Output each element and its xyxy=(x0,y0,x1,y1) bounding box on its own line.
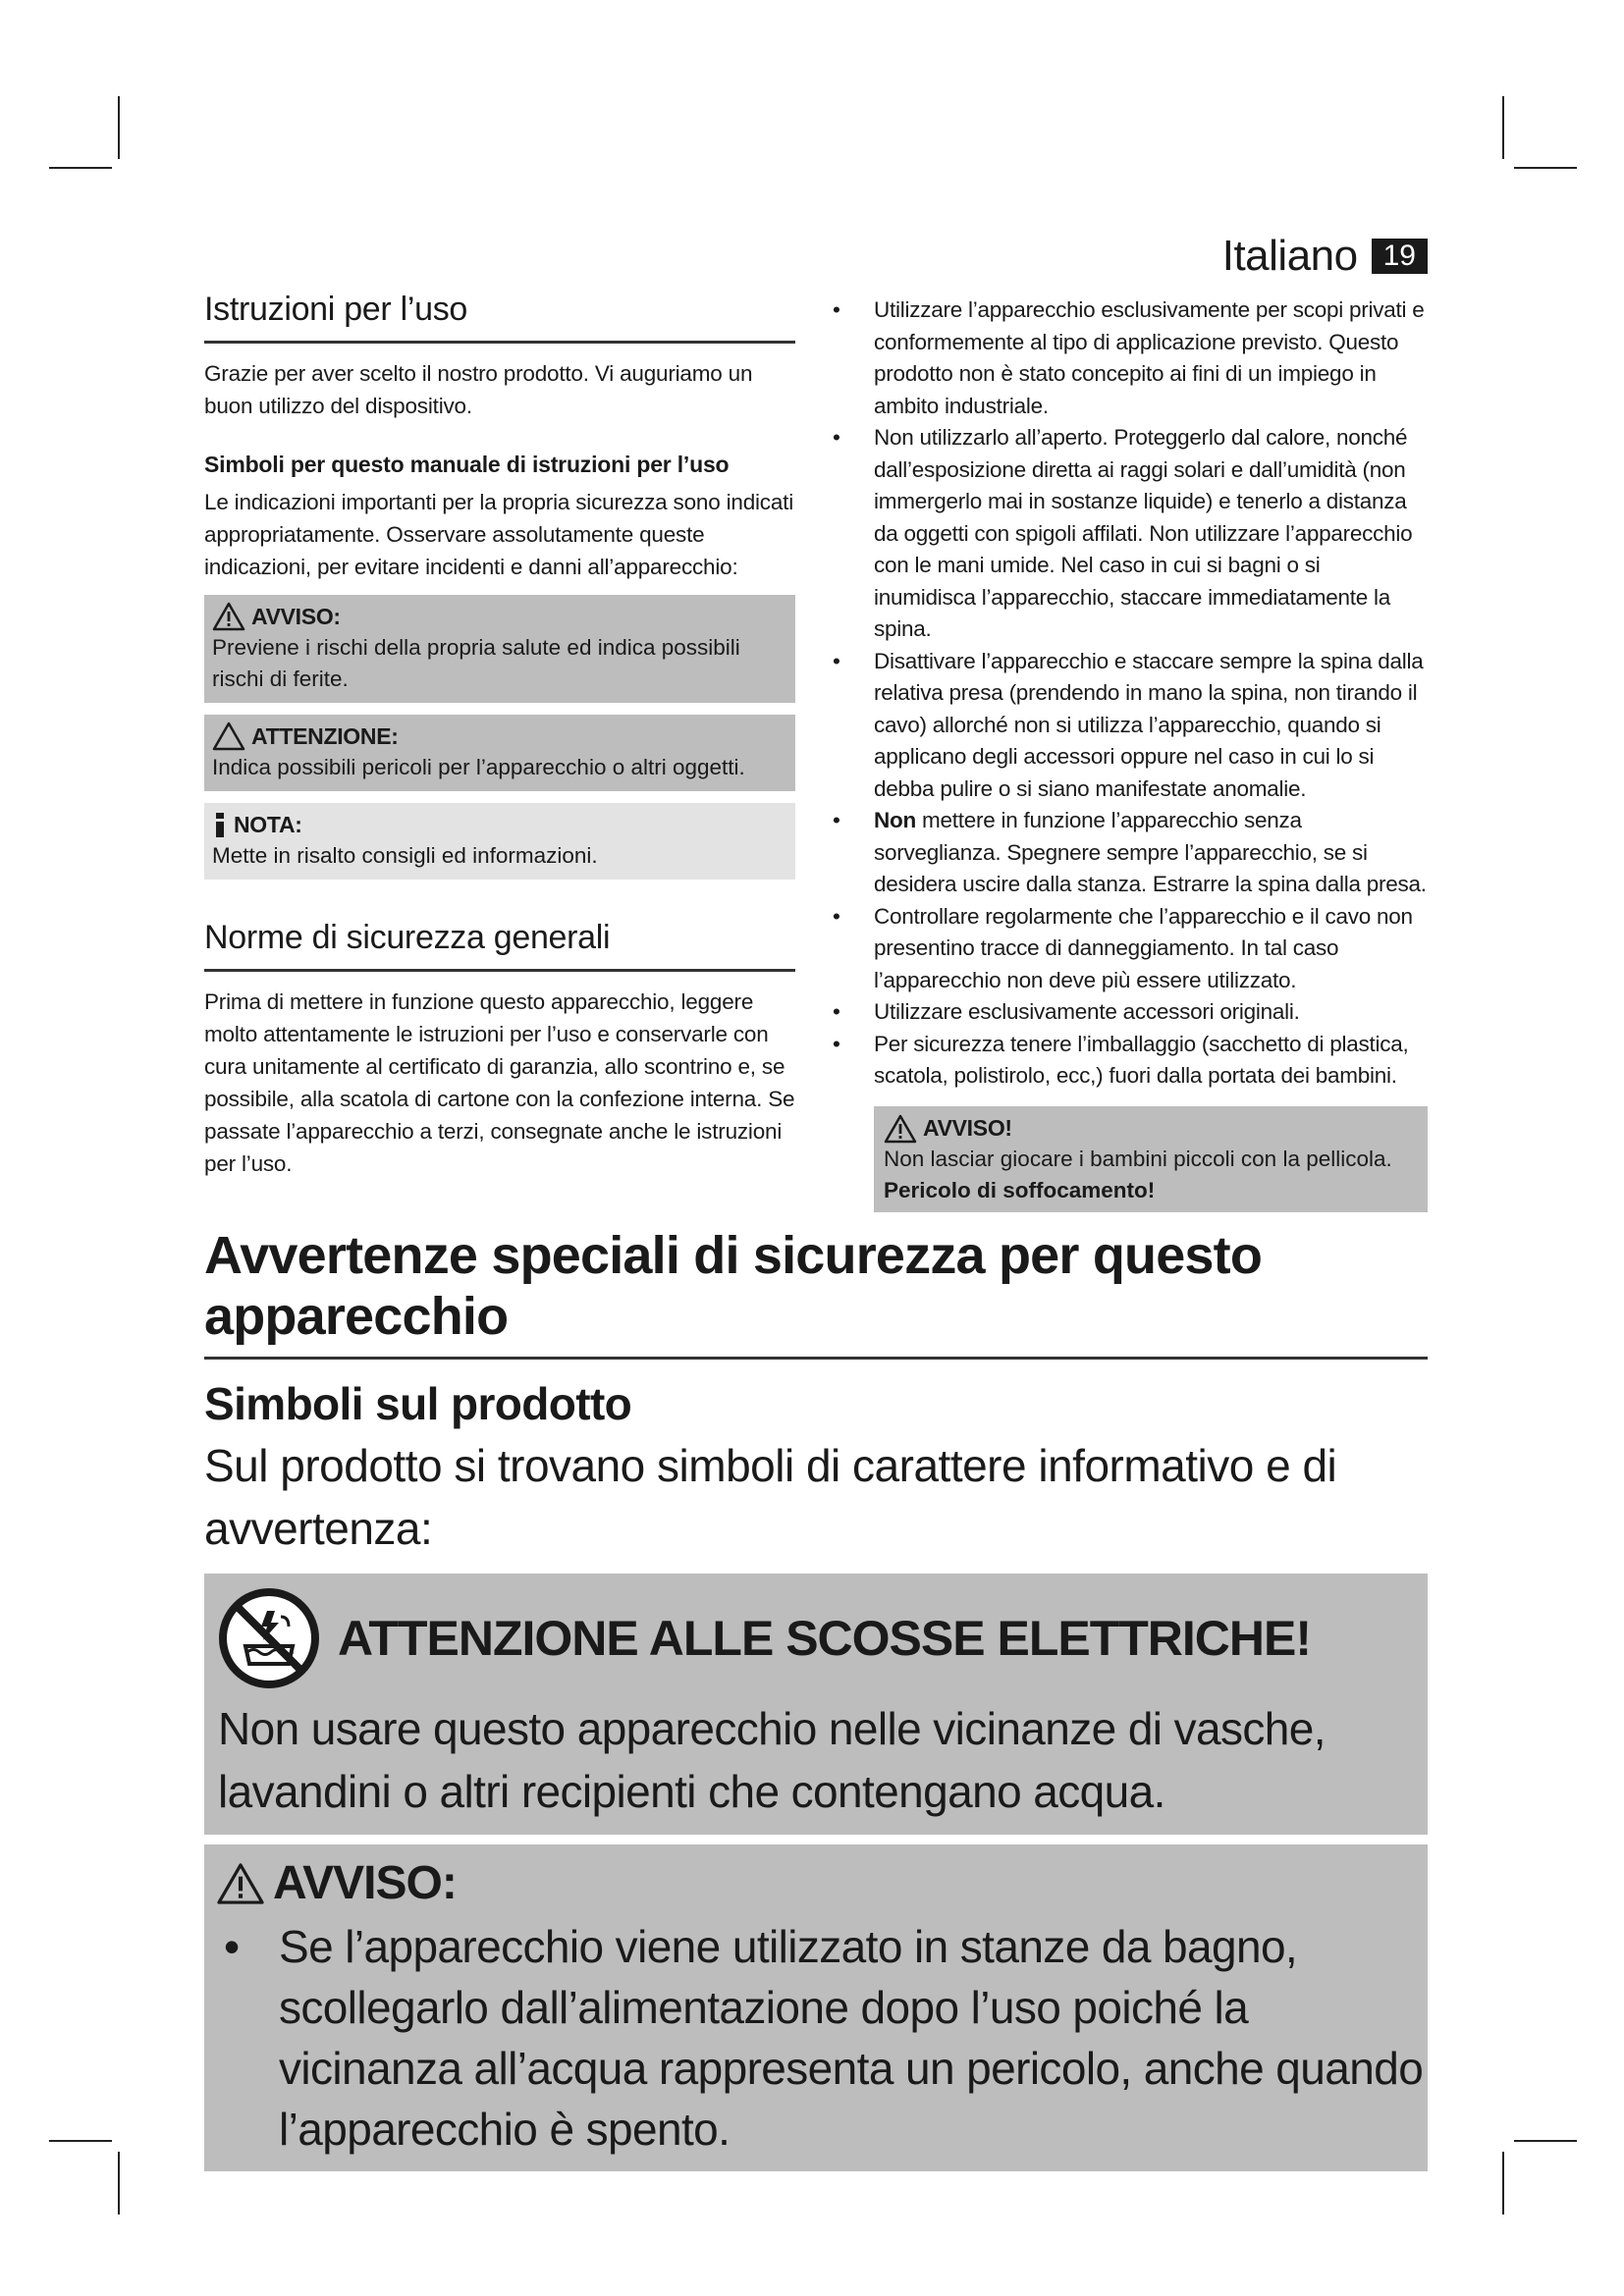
warning-triangle-icon xyxy=(884,1114,917,1144)
symbols-text: Le indicazioni importanti per la propria sicurezza sono indicati appropriatamente. Osservare assolutamente queste indicazioni, per evitare incidenti e danni all’apparecchio: xyxy=(204,490,794,579)
bullet-glyph: • xyxy=(833,903,840,929)
crop-mark xyxy=(49,2140,112,2142)
list-item xyxy=(823,901,1428,997)
list-item xyxy=(823,1029,1428,1093)
caution-title: ATTENZIONE: xyxy=(251,723,399,749)
crop-mark xyxy=(118,96,120,159)
electric-shock-box xyxy=(204,1574,1428,1835)
page-number: 19 xyxy=(1372,239,1428,274)
crop-mark xyxy=(1502,96,1504,159)
special-safety-section xyxy=(204,1225,1428,2171)
bathroom-warning-title-row xyxy=(216,1856,1428,1910)
electric-shock-title-row xyxy=(218,1587,1410,1689)
info-icon xyxy=(212,810,228,839)
crop-mark xyxy=(1502,2152,1504,2215)
bullet-text: Non utilizzarlo all’aperto. Proteggerlo dal calore, nonché dall’esposizione diretta ai raggi solari e dall’umidità (non immergerlo mai in sostanze liquide) e tenerlo a distanza da oggetti con spigoli affilati. Non utilizzare l’apparecchio con le mani umide. Nel caso in cui si bagni o si inumidisca l’apparecchio, staccare immediatamente la spina. xyxy=(874,425,1413,641)
bullet-bold: Non xyxy=(874,808,916,832)
crop-mark xyxy=(1514,167,1577,169)
right-column xyxy=(823,294,1428,1212)
suffocation-bold: Pericolo di soffocamento! xyxy=(884,1177,1156,1202)
bullet-glyph: • xyxy=(833,999,840,1024)
bullet-text: Disattivare l’apparecchio e staccare sempre la spina dalla relativa presa (prendendo in mano la spina, non tirando il cavo) allorché non si utilizza l’apparecchio, quando si applicano degli accessori oppure nel caso in cui lo si debba pulire o si siano manifestate anomalie. xyxy=(874,648,1424,801)
list-item xyxy=(823,646,1428,806)
electric-shock-title: ATTENZIONE ALLE SCOSSE ELETTRICHE! xyxy=(338,1611,1312,1666)
note-title: NOTA: xyxy=(234,812,302,837)
page-header xyxy=(1222,232,1428,281)
caution-text: Indica possibili pericoli per l’apparecchio o altri oggetti. xyxy=(212,755,745,779)
bullet-glyph: • xyxy=(224,1921,240,1972)
language-label: Italiano xyxy=(1221,232,1358,280)
bullet-glyph: • xyxy=(833,297,840,322)
caution-triangle-icon xyxy=(212,721,245,751)
suffocation-warning-box xyxy=(874,1106,1428,1212)
note-box xyxy=(204,803,795,880)
bullet-text: Controllare regolarmente che l’apparecchio e il cavo non presentino tracce di danneggiamento. In tal caso l’apparecchio non deve più essere utilizzato. xyxy=(874,903,1413,992)
warning-triangle-icon xyxy=(212,602,245,631)
section-title-instructions: Istruzioni per l’uso xyxy=(204,291,795,344)
suffocation-text: Non lasciar giocare i bambini piccoli con la pellicola. xyxy=(884,1146,1392,1171)
product-symbols-intro: Sul prodotto si trovano simboli di carattere informativo e di avvertenza: xyxy=(204,1440,1337,1554)
suffocation-title-row xyxy=(884,1114,1418,1144)
bathroom-warning-title: AVVISO: xyxy=(273,1857,457,1909)
section-title-safety: Norme di sicurezza generali xyxy=(204,919,795,972)
intro-text: Grazie per aver scelto il nostro prodotto. Vi auguriamo un buon utilizzo del dispositivo. xyxy=(204,361,753,418)
warning-triangle-icon xyxy=(216,1862,265,1905)
crop-mark xyxy=(118,2152,120,2215)
list-item xyxy=(823,996,1428,1029)
bullet-text: mettere in funzione l’apparecchio senza sorveglianza. Spegnere sempre l’apparecchio, se si desidera uscire dalla stanza. Estrarre la spina dalla presa. xyxy=(874,808,1427,896)
no-bath-electric-icon xyxy=(218,1587,320,1689)
list-item xyxy=(216,1916,1428,2160)
bullet-glyph: • xyxy=(833,648,840,673)
list-item xyxy=(823,294,1428,422)
warning-text: Previene i rischi della propria salute ed indica possibili rischi di ferite. xyxy=(212,635,740,691)
list-item xyxy=(823,422,1428,646)
safety-text: Prima di mettere in funzione questo apparecchio, leggere molto attentamente le istruzioni per l’uso e conservarle con cura unitamente al certificato di garanzia, allo scontrino e, se possibile, alla scatola di cartone con la confezione interna. Se passate l’apparecchio a terzi, consegnate anche le istruzioni per l’uso. xyxy=(204,989,795,1176)
product-symbols-title: Simboli sul prodotto xyxy=(204,1378,632,1429)
electric-shock-text: Non usare questo apparecchio nelle vicinanze di vasche, lavandini o altri recipienti che contengano acqua. xyxy=(218,1703,1326,1817)
note-text: Mette in risalto consigli ed informazioni. xyxy=(212,843,598,868)
caution-title-row xyxy=(212,721,787,752)
crop-mark xyxy=(49,167,112,169)
bathroom-warning-box xyxy=(204,1844,1428,2171)
bullet-glyph: • xyxy=(833,808,840,832)
caution-box xyxy=(204,715,795,791)
bullet-text: Per sicurezza tenere l’imballaggio (sacchetto di plastica, scatola, polistirolo, ecc,) fuori dalla portata dei bambini. xyxy=(874,1031,1409,1088)
bullet-text: Utilizzare l’apparecchio esclusivamente per scopi privati e conformemente al tipo di applicazione previsto. Questo prodotto non è stato concepito ai fini di un impiego in ambito industriale. xyxy=(874,297,1425,418)
note-title-row xyxy=(212,809,787,840)
warning-box xyxy=(204,595,795,703)
crop-mark xyxy=(1514,2140,1577,2142)
warning-title: AVVISO: xyxy=(251,604,341,629)
warning-title-row xyxy=(212,601,787,632)
bullet-glyph: • xyxy=(833,425,840,450)
bullet-glyph: • xyxy=(833,1031,840,1056)
bullet-text: Se l’apparecchio viene utilizzato in stanze da bagno, scollegarlo dall’alimentazione dopo l’uso poiché la vicinanza all’acqua rappresenta un pericolo, anche quando l’apparecchio è spento. xyxy=(279,1921,1424,2155)
list-item xyxy=(823,805,1428,901)
bathroom-warning-list xyxy=(216,1916,1428,2160)
safety-bullet-list xyxy=(823,294,1428,1093)
suffocation-title: AVVISO! xyxy=(923,1115,1012,1141)
bullet-text: Utilizzare esclusivamente accessori originali. xyxy=(874,999,1300,1024)
symbols-heading: Simboli per questo manuale di istruzioni per l’uso xyxy=(204,452,730,477)
left-column xyxy=(204,291,795,1180)
special-safety-title: Avvertenze speciali di sicurezza per questo apparecchio xyxy=(204,1225,1428,1360)
